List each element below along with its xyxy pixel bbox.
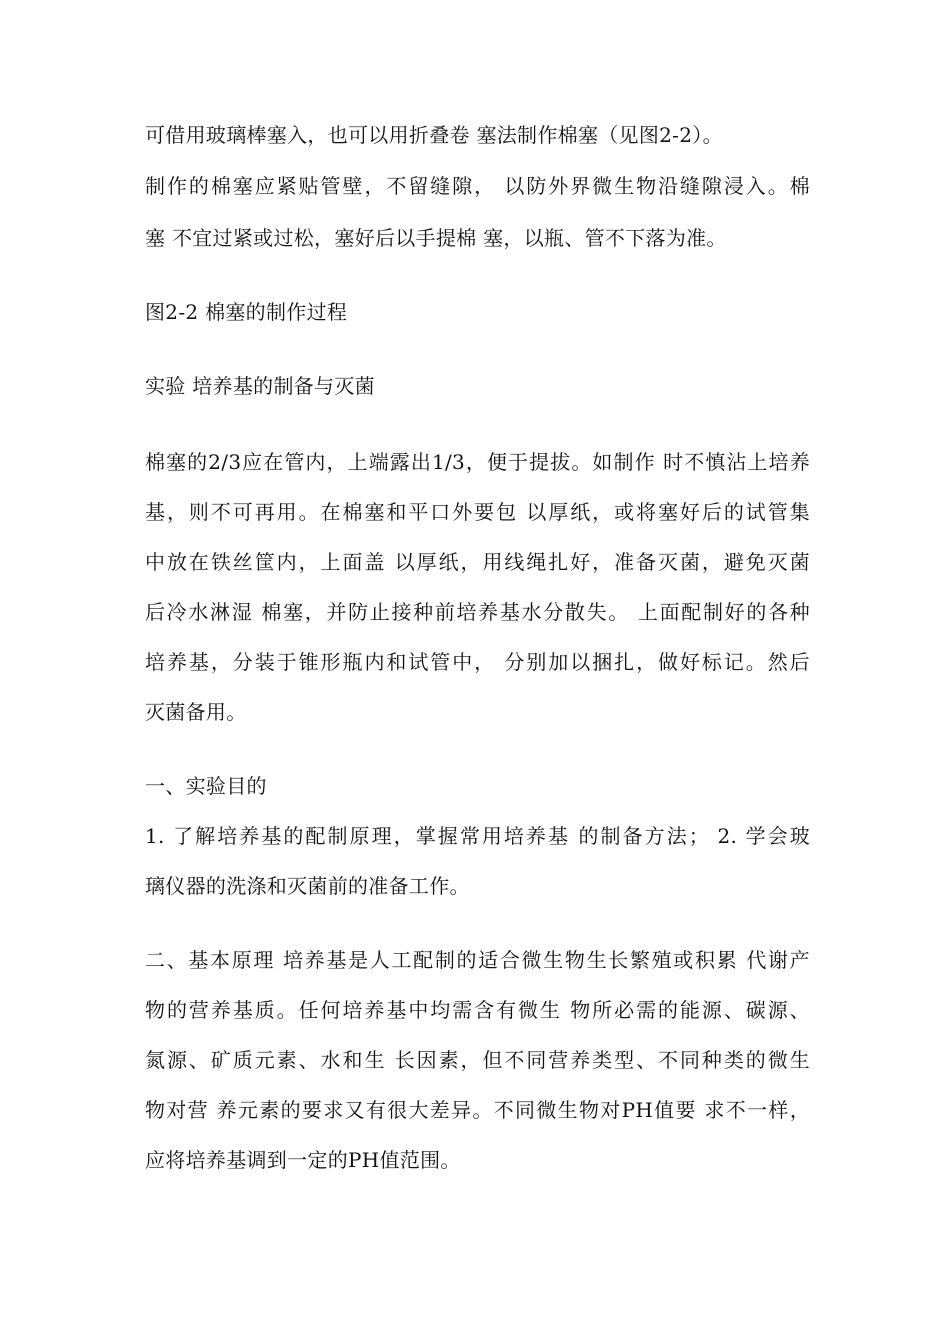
- section-heading: 实验 培养基的制备与灭菌: [145, 374, 375, 398]
- text-line: 灭菌备用。: [145, 700, 247, 724]
- text-line: 塞 不宜过紧或过松，塞好后以手提棉 塞，以瓶、管不下落为准。: [145, 226, 727, 250]
- text-line: 棉塞的2/3应在管内，上端露出1/3，便于提拔。如制作 时不慎沾上培养: [145, 450, 810, 474]
- text-line: 1. 了解培养基的配制原理，掌握常用培养基 的制备方法； 2. 学会玻: [145, 824, 810, 848]
- section-heading: 一、实验目的: [145, 774, 267, 798]
- figure-caption: 图2-2 棉塞的制作过程: [145, 300, 348, 324]
- text-line: 后冷水淋湿 棉塞，并防止接种前培养基水分散失。 上面配制好的各种: [145, 600, 810, 624]
- section-heading: 二、基本原理 培养基是人工配制的适合微生物生长繁殖或积累 代谢产: [145, 948, 810, 972]
- text-line: 应将培养基调到一定的PH值范围。: [145, 1148, 461, 1172]
- text-line: 物的营养基质。任何培养基中均需含有微生 物所必需的能源、碳源、: [145, 998, 810, 1022]
- text-line: 物对营 养元素的要求又有很大差异。不同微生物对PH值要 求不一样，: [145, 1098, 810, 1122]
- text-line: 氮源、矿质元素、水和生 长因素，但不同营养类型、不同种类的微生: [145, 1048, 810, 1072]
- text-line: 基，则不可再用。在棉塞和平口外要包 以厚纸，或将塞好后的试管集: [145, 500, 810, 524]
- text-line: 中放在铁丝筐内，上面盖 以厚纸，用线绳扎好，准备灭菌，避免灭菌: [145, 550, 810, 574]
- text-line: 可借用玻璃棒塞入，也可以用折叠卷 塞法制作棉塞（见图2-2）。: [145, 123, 723, 147]
- text-line: 培养基，分装于锥形瓶内和试管中， 分别加以捆扎，做好标记。然后: [145, 650, 810, 674]
- text-line: 璃仪器的洗涤和灭菌前的准备工作。: [145, 874, 470, 898]
- text-line: 制作的棉塞应紧贴管壁，不留缝隙， 以防外界微生物沿缝隙浸入。棉: [145, 174, 810, 198]
